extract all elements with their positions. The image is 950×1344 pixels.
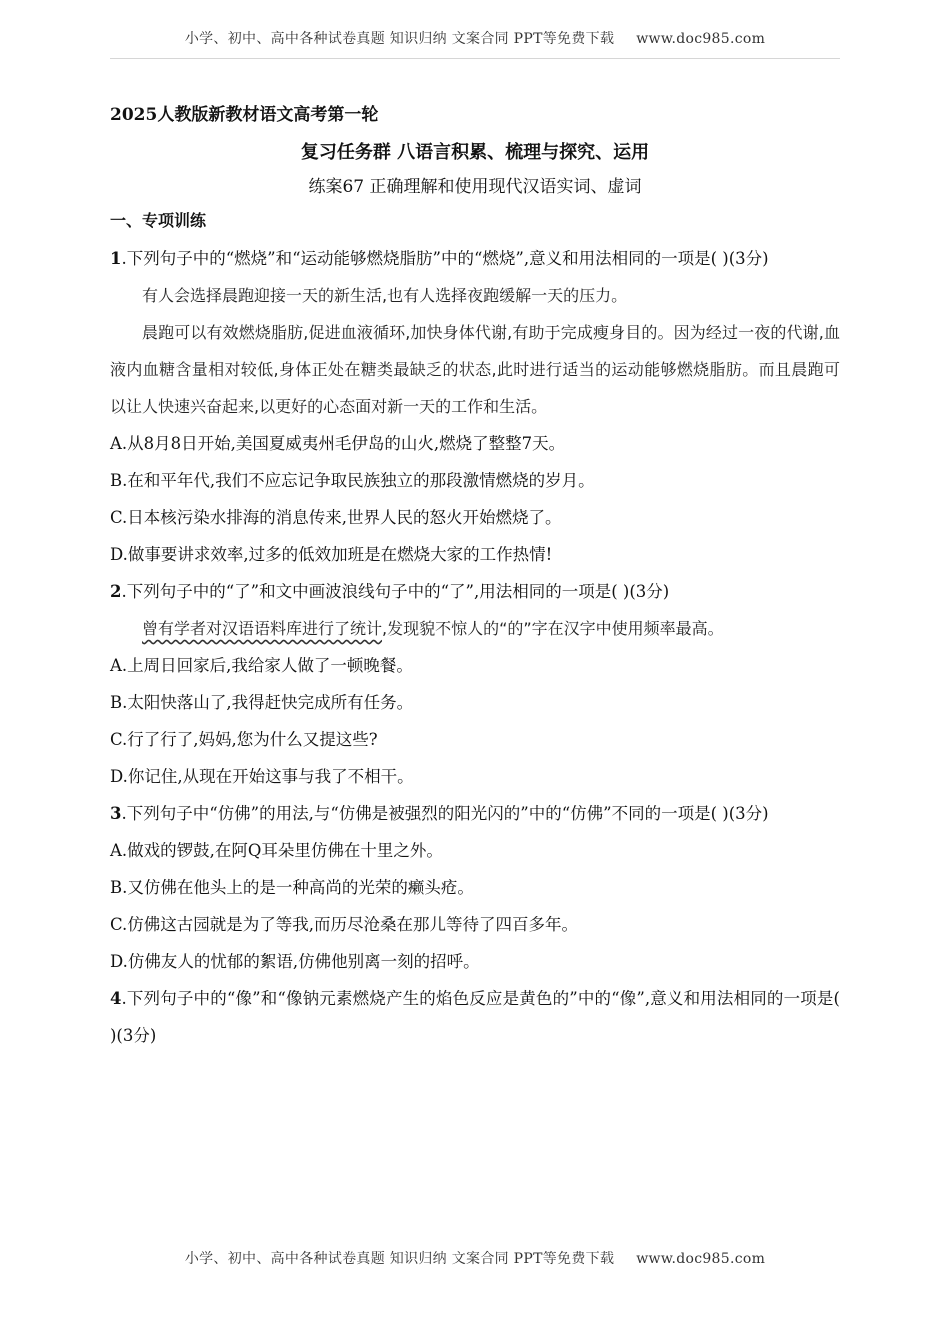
question-text: .下列句子中的“像”和“像钠元素燃烧产生的焰色反应是黄色的”中的“像”,意义和用法相同的一项是( )(3分) [110, 989, 840, 1045]
question-4 [110, 980, 840, 1054]
question-text: .下列句子中的“燃烧”和“运动能够燃烧脂肪”中的“燃烧”,意义和用法相同的一项是( )(3分) [121, 249, 769, 268]
question-stem [110, 980, 840, 1054]
passage-paragraph: 有人会选择晨跑迎接一天的新生活,也有人选择夜跑缓解一天的压力。 [142, 286, 628, 305]
option-c[interactable]: C.仿佛这古园就是为了等我,而历尽沧桑在那儿等待了四百多年。 [110, 915, 579, 934]
question-stem [110, 795, 840, 832]
option-d[interactable]: D.仿佛友人的忧郁的絮语,仿佛他别离一刻的招呼。 [110, 952, 480, 971]
page-footer [0, 1248, 950, 1268]
question-2 [110, 573, 840, 795]
question-number: 2 [110, 582, 122, 601]
header-url[interactable]: www.doc985.com [636, 31, 766, 47]
question-number: 3 [110, 804, 122, 823]
option-b[interactable]: B.又仿佛在他头上的是一种高尚的光荣的癞头疮。 [110, 878, 474, 897]
document-body [110, 102, 840, 1054]
doc-subtitle: 练案67 正确理解和使用现代汉语实词、虚词 [308, 177, 642, 197]
series-title: 2025人教版新教材语文高考第一轮 [110, 105, 379, 125]
passage-rest: ,发现貌不惊人的“的”字在汉字中使用频率最高。 [382, 619, 724, 638]
footer-url[interactable]: www.doc985.com [636, 1251, 766, 1267]
question-number: 1 [110, 249, 122, 268]
question-number: 4 [110, 989, 122, 1008]
wavy-underlined-sentence: 曾有学者对汉语语料库进行了统计 [142, 619, 383, 638]
header-rule [110, 58, 840, 59]
doc-title: 复习任务群 八语言积累、梳理与探究、运用 [300, 142, 650, 163]
footer-text: 小学、初中、高中各种试卷真题 知识归纳 文案合同 PPT等免费下载 [184, 1251, 615, 1267]
question-3 [110, 795, 840, 980]
header-text: 小学、初中、高中各种试卷真题 知识归纳 文案合同 PPT等免费下载 [184, 31, 615, 47]
option-a[interactable]: A.做戏的锣鼓,在阿Q耳朵里仿佛在十里之外。 [110, 841, 443, 860]
question-stem [110, 573, 840, 610]
option-d[interactable]: D.做事要讲求效率,过多的低效加班是在燃烧大家的工作热情! [110, 545, 553, 564]
passage-paragraph: 晨跑可以有效燃烧脂肪,促进血液循环,加快身体代谢,有助于完成瘦身目的。因为经过一夜的代谢,血液内血糖含量相对较低,身体正处在糖类最缺乏的状态,此时进行适当的运动能够燃烧脂肪。而且晨跑可以让人快速兴奋起来,以更好的心态面对新一天的工作和生活。 [110, 323, 840, 416]
option-a[interactable]: A.上周日回家后,我给家人做了一顿晚餐。 [110, 656, 413, 675]
option-c[interactable]: C.行了行了,妈妈,您为什么又提这些? [110, 730, 378, 749]
option-d[interactable]: D.你记住,从现在开始这事与我了不相干。 [110, 767, 414, 786]
question-1 [110, 240, 840, 573]
passage-paragraph [110, 610, 840, 647]
option-c[interactable]: C.日本核污染水排海的消息传来,世界人民的怒火开始燃烧了。 [110, 508, 562, 527]
question-stem [110, 240, 840, 277]
page-header [0, 28, 950, 48]
option-b[interactable]: B.太阳快落山了,我得赶快完成所有任务。 [110, 693, 414, 712]
section-heading: 一、专项训练 [110, 211, 207, 230]
question-text: .下列句子中“仿佛”的用法,与“仿佛是被强烈的阳光闪的”中的“仿佛”不同的一项是( )(3分) [121, 804, 769, 823]
option-b[interactable]: B.在和平年代,我们不应忘记争取民族独立的那段激情燃烧的岁月。 [110, 471, 595, 490]
option-a[interactable]: A.从8月8日开始,美国夏威夷州毛伊岛的山火,燃烧了整整7天。 [110, 434, 566, 453]
question-text: .下列句子中的“了”和文中画波浪线句子中的“了”,用法相同的一项是( )(3分) [121, 582, 670, 601]
